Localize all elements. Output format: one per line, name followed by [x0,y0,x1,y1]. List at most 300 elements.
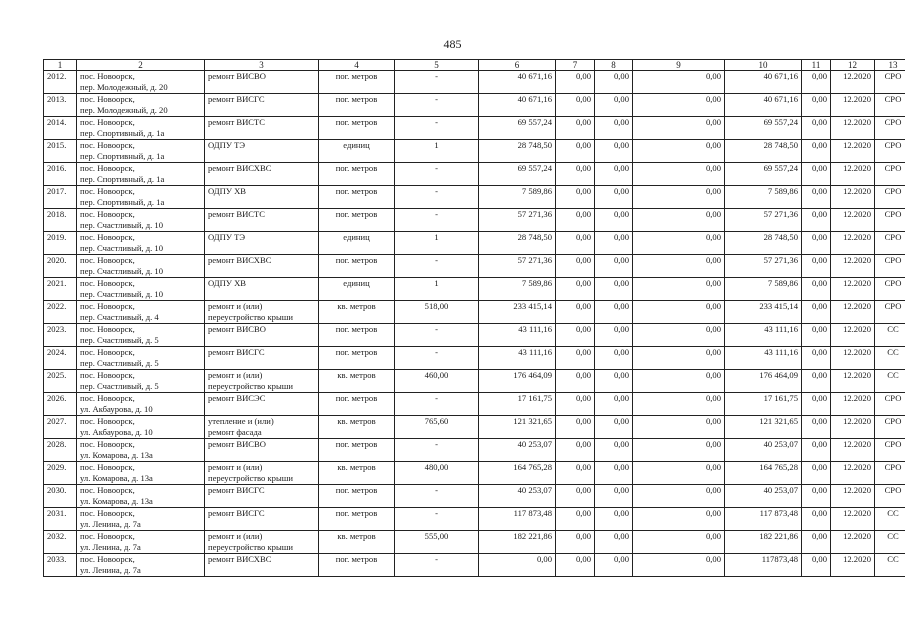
address [77,232,205,255]
address-line-2: пер. Счастливый, д. 10 [80,242,163,253]
address-line-2: пер. Счастливый, д. 5 [80,357,159,368]
value-col-8: 0,00 [595,508,633,531]
total-cost: 69 557,24 [479,117,556,140]
completion-date: 12.2020 [831,439,875,462]
value-col-9: 0,00 [633,485,725,508]
unit: пог. метров [319,186,395,209]
total-cost: 164 765,28 [479,462,556,485]
value-col-9: 0,00 [633,71,725,94]
quantity: - [395,393,479,416]
value-col-10: 117873,48 [725,554,802,577]
unit: единиц [319,232,395,255]
value-col-7: 0,00 [556,209,595,232]
unit: кв. метров [319,301,395,324]
value-col-10: 7 589,86 [725,278,802,301]
value-col-7: 0,00 [556,485,595,508]
completion-date: 12.2020 [831,209,875,232]
value-col-9: 0,00 [633,554,725,577]
work-type [205,508,319,531]
completion-date: 12.2020 [831,255,875,278]
completion-date: 12.2020 [831,416,875,439]
completion-date: 12.2020 [831,324,875,347]
column-header: 4 [319,60,395,71]
value-col-9: 0,00 [633,209,725,232]
row-number: 2015. [44,140,77,163]
work-type-line-2: ремонт фасада [208,426,262,437]
value-col-11: 0,00 [802,462,831,485]
table-row [44,324,905,347]
work-type-line-2: переустройство крыши [208,541,293,552]
total-cost: 233 415,14 [479,301,556,324]
value-col-8: 0,00 [595,301,633,324]
value-col-9: 0,00 [633,186,725,209]
column-header: 2 [77,60,205,71]
value-col-10: 57 271,36 [725,255,802,278]
work-type-line-1: ремонт ВИСВО [208,439,266,449]
completion-date: 12.2020 [831,508,875,531]
work-type [205,462,319,485]
quantity: - [395,324,479,347]
address [77,462,205,485]
value-col-10: 28 748,50 [725,232,802,255]
address-line-1: пос. Новоорск, [80,278,135,288]
work-type-line-1: ремонт ВИСГС [208,94,265,104]
value-col-11: 0,00 [802,324,831,347]
row-number: 2012. [44,71,77,94]
value-col-9: 0,00 [633,370,725,393]
address [77,186,205,209]
value-col-11: 0,00 [802,531,831,554]
address-line-2: пер. Молодежный, д. 20 [80,104,168,115]
address-line-2: ул. Комарова, д. 13а [80,495,153,506]
address [77,71,205,94]
unit: единиц [319,140,395,163]
completion-date: 12.2020 [831,554,875,577]
quantity: - [395,94,479,117]
quantity: 518,00 [395,301,479,324]
value-col-10: 164 765,28 [725,462,802,485]
completion-date: 12.2020 [831,278,875,301]
work-type-line-1: утепление и (или) [208,416,274,426]
work-type [205,531,319,554]
unit: единиц [319,278,395,301]
column-header: 9 [633,60,725,71]
value-col-8: 0,00 [595,370,633,393]
work-type [205,140,319,163]
unit: пог. метров [319,94,395,117]
address [77,393,205,416]
total-cost: 7 589,86 [479,186,556,209]
total-cost: 43 111,16 [479,347,556,370]
completion-date: 12.2020 [831,393,875,416]
address [77,508,205,531]
address [77,301,205,324]
quantity: - [395,71,479,94]
column-header: 10 [725,60,802,71]
address-line-2: пер. Счастливый, д. 10 [80,288,163,299]
work-type-line-1: ремонт и (или) [208,301,263,311]
work-type [205,439,319,462]
work-type-line-1: ОДПУ ТЭ [208,232,246,242]
completion-date: 12.2020 [831,370,875,393]
value-col-7: 0,00 [556,554,595,577]
quantity: - [395,163,479,186]
value-col-10: 7 589,86 [725,186,802,209]
value-col-9: 0,00 [633,117,725,140]
total-cost: 28 748,50 [479,232,556,255]
column-header: 3 [205,60,319,71]
unit: пог. метров [319,485,395,508]
quantity: - [395,485,479,508]
value-col-10: 43 111,16 [725,324,802,347]
total-cost: 176 464,09 [479,370,556,393]
work-type [205,163,319,186]
completion-date: 12.2020 [831,301,875,324]
work-type [205,186,319,209]
table-row [44,71,905,94]
value-col-9: 0,00 [633,324,725,347]
work-type [205,301,319,324]
completion-date: 12.2020 [831,347,875,370]
work-code: СС [875,554,905,577]
value-col-11: 0,00 [802,186,831,209]
work-type-line-1: ремонт ВИСТС [208,209,266,219]
row-number: 2033. [44,554,77,577]
completion-date: 12.2020 [831,462,875,485]
address-line-1: пос. Новоорск, [80,301,135,311]
row-number: 2029. [44,462,77,485]
address-line-1: пос. Новоорск, [80,94,135,104]
quantity: 555,00 [395,531,479,554]
value-col-8: 0,00 [595,554,633,577]
work-code: СРО [875,439,905,462]
value-col-9: 0,00 [633,163,725,186]
value-col-9: 0,00 [633,439,725,462]
address [77,278,205,301]
address-line-1: пос. Новоорск, [80,370,135,380]
address [77,370,205,393]
completion-date: 12.2020 [831,232,875,255]
work-type-line-1: ремонт ВИСВО [208,324,266,334]
value-col-7: 0,00 [556,347,595,370]
address-line-1: пос. Новоорск, [80,117,135,127]
value-col-11: 0,00 [802,393,831,416]
address-line-1: пос. Новоорск, [80,531,135,541]
value-col-11: 0,00 [802,232,831,255]
work-type-line-1: ремонт ВИСХВС [208,255,272,265]
table-row [44,347,905,370]
unit: пог. метров [319,347,395,370]
work-code: СРО [875,140,905,163]
work-type-line-1: ремонт ВИСХВС [208,554,272,564]
address-line-2: пер. Спортивный, д. 1а [80,173,165,184]
work-type-line-1: ремонт ВИСХВС [208,163,272,173]
value-col-7: 0,00 [556,301,595,324]
work-code: СРО [875,485,905,508]
address-line-2: ул. Акбаурова, д. 10 [80,403,153,414]
quantity: - [395,117,479,140]
row-number: 2018. [44,209,77,232]
value-col-8: 0,00 [595,117,633,140]
table-row [44,186,905,209]
table-row [44,301,905,324]
table-row [44,554,905,577]
value-col-10: 117 873,48 [725,508,802,531]
row-number: 2031. [44,508,77,531]
unit: пог. метров [319,554,395,577]
table-row [44,508,905,531]
address-line-2: ул. Ленина, д. 7а [80,564,141,575]
value-col-9: 0,00 [633,462,725,485]
completion-date: 12.2020 [831,140,875,163]
value-col-10: 43 111,16 [725,347,802,370]
work-type-line-1: ремонт и (или) [208,531,263,541]
value-col-11: 0,00 [802,439,831,462]
value-col-11: 0,00 [802,209,831,232]
work-type [205,117,319,140]
value-col-9: 0,00 [633,347,725,370]
quantity: 765,60 [395,416,479,439]
work-type [205,554,319,577]
total-cost: 28 748,50 [479,140,556,163]
value-col-7: 0,00 [556,255,595,278]
quantity: 1 [395,278,479,301]
address-line-1: пос. Новоорск, [80,71,135,81]
quantity: - [395,186,479,209]
value-col-10: 17 161,75 [725,393,802,416]
address [77,416,205,439]
address [77,163,205,186]
value-col-10: 69 557,24 [725,163,802,186]
value-col-7: 0,00 [556,416,595,439]
row-number: 2022. [44,301,77,324]
address [77,554,205,577]
value-col-7: 0,00 [556,186,595,209]
value-col-11: 0,00 [802,163,831,186]
total-cost: 40 671,16 [479,71,556,94]
value-col-8: 0,00 [595,163,633,186]
column-header: 12 [831,60,875,71]
column-header: 5 [395,60,479,71]
row-number: 2027. [44,416,77,439]
work-code: СРО [875,462,905,485]
value-col-9: 0,00 [633,232,725,255]
quantity: - [395,347,479,370]
work-code: СРО [875,209,905,232]
work-code: СРО [875,416,905,439]
address-line-1: пос. Новоорск, [80,324,135,334]
value-col-11: 0,00 [802,370,831,393]
work-code: СРО [875,255,905,278]
work-type-line-1: ремонт ВИСГС [208,508,265,518]
address-line-2: ул. Комарова, д. 13а [80,472,153,483]
value-col-9: 0,00 [633,94,725,117]
column-header: 6 [479,60,556,71]
quantity: - [395,439,479,462]
address-line-2: пер. Молодежный, д. 20 [80,81,168,92]
value-col-10: 182 221,86 [725,531,802,554]
column-number-row [44,60,905,71]
work-type-line-1: ремонт ВИСВО [208,71,266,81]
total-cost: 121 321,65 [479,416,556,439]
work-code: СРО [875,301,905,324]
value-col-10: 57 271,36 [725,209,802,232]
address [77,117,205,140]
quantity: 480,00 [395,462,479,485]
unit: пог. метров [319,439,395,462]
quantity: - [395,508,479,531]
work-code: СС [875,508,905,531]
address-line-2: пер. Счастливый, д. 10 [80,265,163,276]
quantity: - [395,209,479,232]
value-col-8: 0,00 [595,439,633,462]
work-type [205,485,319,508]
unit: пог. метров [319,117,395,140]
value-col-7: 0,00 [556,71,595,94]
row-number: 2016. [44,163,77,186]
work-type-line-1: ремонт ВИСТС [208,117,266,127]
value-col-8: 0,00 [595,324,633,347]
work-code: СРО [875,278,905,301]
value-col-10: 40 253,07 [725,439,802,462]
value-col-9: 0,00 [633,416,725,439]
address [77,255,205,278]
unit: пог. метров [319,163,395,186]
row-number: 2023. [44,324,77,347]
value-col-8: 0,00 [595,94,633,117]
address [77,140,205,163]
value-col-8: 0,00 [595,71,633,94]
table-row [44,370,905,393]
value-col-8: 0,00 [595,232,633,255]
table-row [44,439,905,462]
address-line-2: пер. Спортивный, д. 1а [80,196,165,207]
unit: кв. метров [319,416,395,439]
table-row [44,140,905,163]
completion-date: 12.2020 [831,485,875,508]
value-col-10: 40 671,16 [725,71,802,94]
row-number: 2024. [44,347,77,370]
total-cost: 43 111,16 [479,324,556,347]
completion-date: 12.2020 [831,186,875,209]
work-type-line-2: переустройство крыши [208,472,293,483]
total-cost: 40 253,07 [479,439,556,462]
address-line-1: пос. Новоорск, [80,255,135,265]
unit: пог. метров [319,71,395,94]
address-line-1: пос. Новоорск, [80,232,135,242]
value-col-11: 0,00 [802,255,831,278]
row-number: 2028. [44,439,77,462]
address [77,209,205,232]
quantity: 1 [395,232,479,255]
column-header: 13 [875,60,905,71]
work-type-line-1: ОДПУ ТЭ [208,140,246,150]
row-number: 2017. [44,186,77,209]
quantity: 1 [395,140,479,163]
value-col-7: 0,00 [556,508,595,531]
row-number: 2019. [44,232,77,255]
completion-date: 12.2020 [831,71,875,94]
value-col-10: 176 464,09 [725,370,802,393]
address-line-1: пос. Новоорск, [80,462,135,472]
value-col-9: 0,00 [633,278,725,301]
value-col-11: 0,00 [802,554,831,577]
value-col-8: 0,00 [595,209,633,232]
work-type [205,324,319,347]
address-line-2: пер. Счастливый, д. 5 [80,334,159,345]
value-col-9: 0,00 [633,531,725,554]
completion-date: 12.2020 [831,531,875,554]
value-col-7: 0,00 [556,531,595,554]
work-type-line-1: ремонт ВИСЭС [208,393,266,403]
value-col-11: 0,00 [802,140,831,163]
address-line-1: пос. Новоорск, [80,347,135,357]
table-row [44,393,905,416]
table-row [44,209,905,232]
work-type [205,278,319,301]
address-line-2: пер. Счастливый, д. 10 [80,219,163,230]
address [77,439,205,462]
value-col-11: 0,00 [802,301,831,324]
address-line-1: пос. Новоорск, [80,186,135,196]
row-number: 2021. [44,278,77,301]
value-col-7: 0,00 [556,232,595,255]
completion-date: 12.2020 [831,117,875,140]
total-cost: 17 161,75 [479,393,556,416]
value-col-8: 0,00 [595,485,633,508]
value-col-8: 0,00 [595,347,633,370]
work-code: СРО [875,71,905,94]
unit: пог. метров [319,508,395,531]
address [77,347,205,370]
address-line-1: пос. Новоорск, [80,485,135,495]
value-col-9: 0,00 [633,301,725,324]
table-row [44,94,905,117]
value-col-7: 0,00 [556,370,595,393]
column-header: 8 [595,60,633,71]
unit: пог. метров [319,324,395,347]
work-code: СРО [875,117,905,140]
work-type-line-1: ремонт ВИСГС [208,485,265,495]
quantity: - [395,554,479,577]
page-number: 485 [443,37,462,51]
value-col-8: 0,00 [595,531,633,554]
total-cost: 57 271,36 [479,209,556,232]
work-code: СРО [875,393,905,416]
value-col-11: 0,00 [802,347,831,370]
address-line-1: пос. Новоорск, [80,508,135,518]
work-type [205,71,319,94]
total-cost: 0,00 [479,554,556,577]
column-header: 1 [44,60,77,71]
address-line-1: пос. Новоорск, [80,439,135,449]
work-code: СРО [875,186,905,209]
work-code: СС [875,531,905,554]
work-type [205,416,319,439]
work-type [205,232,319,255]
value-col-7: 0,00 [556,163,595,186]
value-col-8: 0,00 [595,462,633,485]
work-code: СРО [875,163,905,186]
column-header: 7 [556,60,595,71]
address-line-2: пер. Счастливый, д. 5 [80,380,159,391]
address-line-1: пос. Новоорск, [80,140,135,150]
work-type-line-1: ОДПУ ХВ [208,186,247,196]
address-line-2: ул. Ленина, д. 7а [80,518,141,529]
row-number: 2014. [44,117,77,140]
value-col-11: 0,00 [802,117,831,140]
total-cost: 40 253,07 [479,485,556,508]
